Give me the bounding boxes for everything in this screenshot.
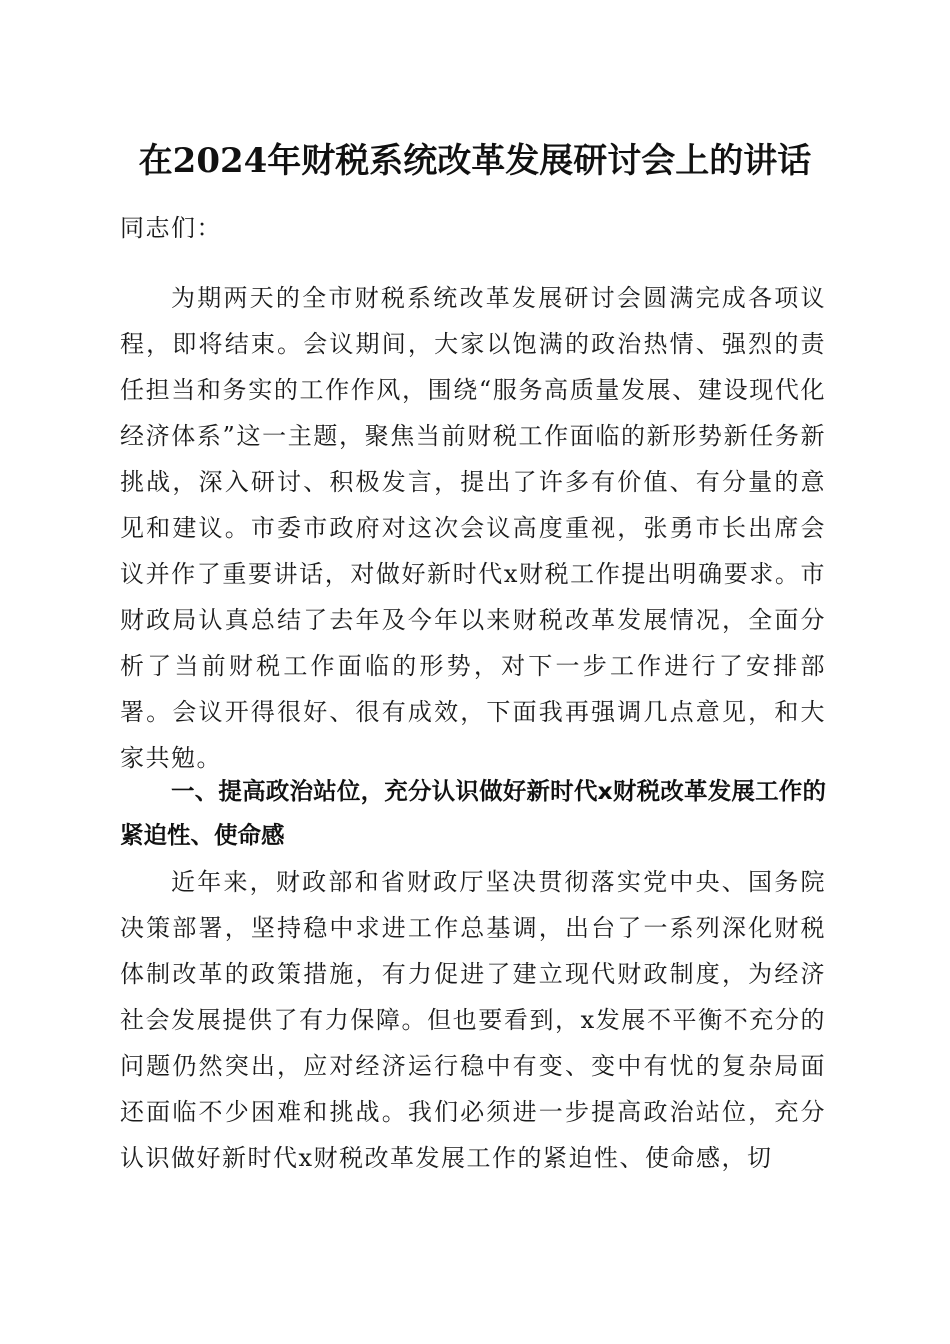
salutation: 同志们：: [120, 214, 222, 242]
paragraph-section-1: 近年来，财政部和省财政厅坚决贯彻落实党中央、国务院决策部署，坚持稳中求进工作总基调，出台了一系列深化财税体制改革的政策措施，有力促进了建立现代财政制度，为经济社会发展提供了有力保障。但也要看到，x发展不平衡不充分的问题仍然突出，应对经济运行稳中有变、变中有忧的复杂局面还面临不少困难和挑战。我们必须进一步提高政治站位，充分认识做好新时代x财税改革发展工作的紧迫性、使命感，切: [120, 868, 826, 1172]
paragraph-opening: 为期两天的全市财税系统改革发展研讨会圆满完成各项议程，即将结束。会议期间，大家以饱满的政治热情、强烈的责任担当和务实的工作作风，围绕“服务高质量发展、建设现代化经济体系”这一主题，聚焦当前财税工作面临的新形势新任务新挑战，深入研讨、积极发言，提出了许多有价值、有分量的意见和建议。市委市政府对这次会议高度重视，张勇市长出席会议并作了重要讲话，对做好新时代x财税工作提出明确要求。市财政局认真总结了去年及今年以来财税改革发展情况，全面分析了当前财税工作面临的形势，对下一步工作进行了安排部署。会议开得很好、很有成效，下面我再强调几点意见，和大家共勉。: [120, 284, 826, 772]
section-heading-1: 一、提高政治站位，充分认识做好新时代x财税改革发展工作的紧迫性、使命感: [120, 777, 826, 849]
document-title: 在2024年财税系统改革发展研讨会上的讲话: [138, 141, 812, 181]
